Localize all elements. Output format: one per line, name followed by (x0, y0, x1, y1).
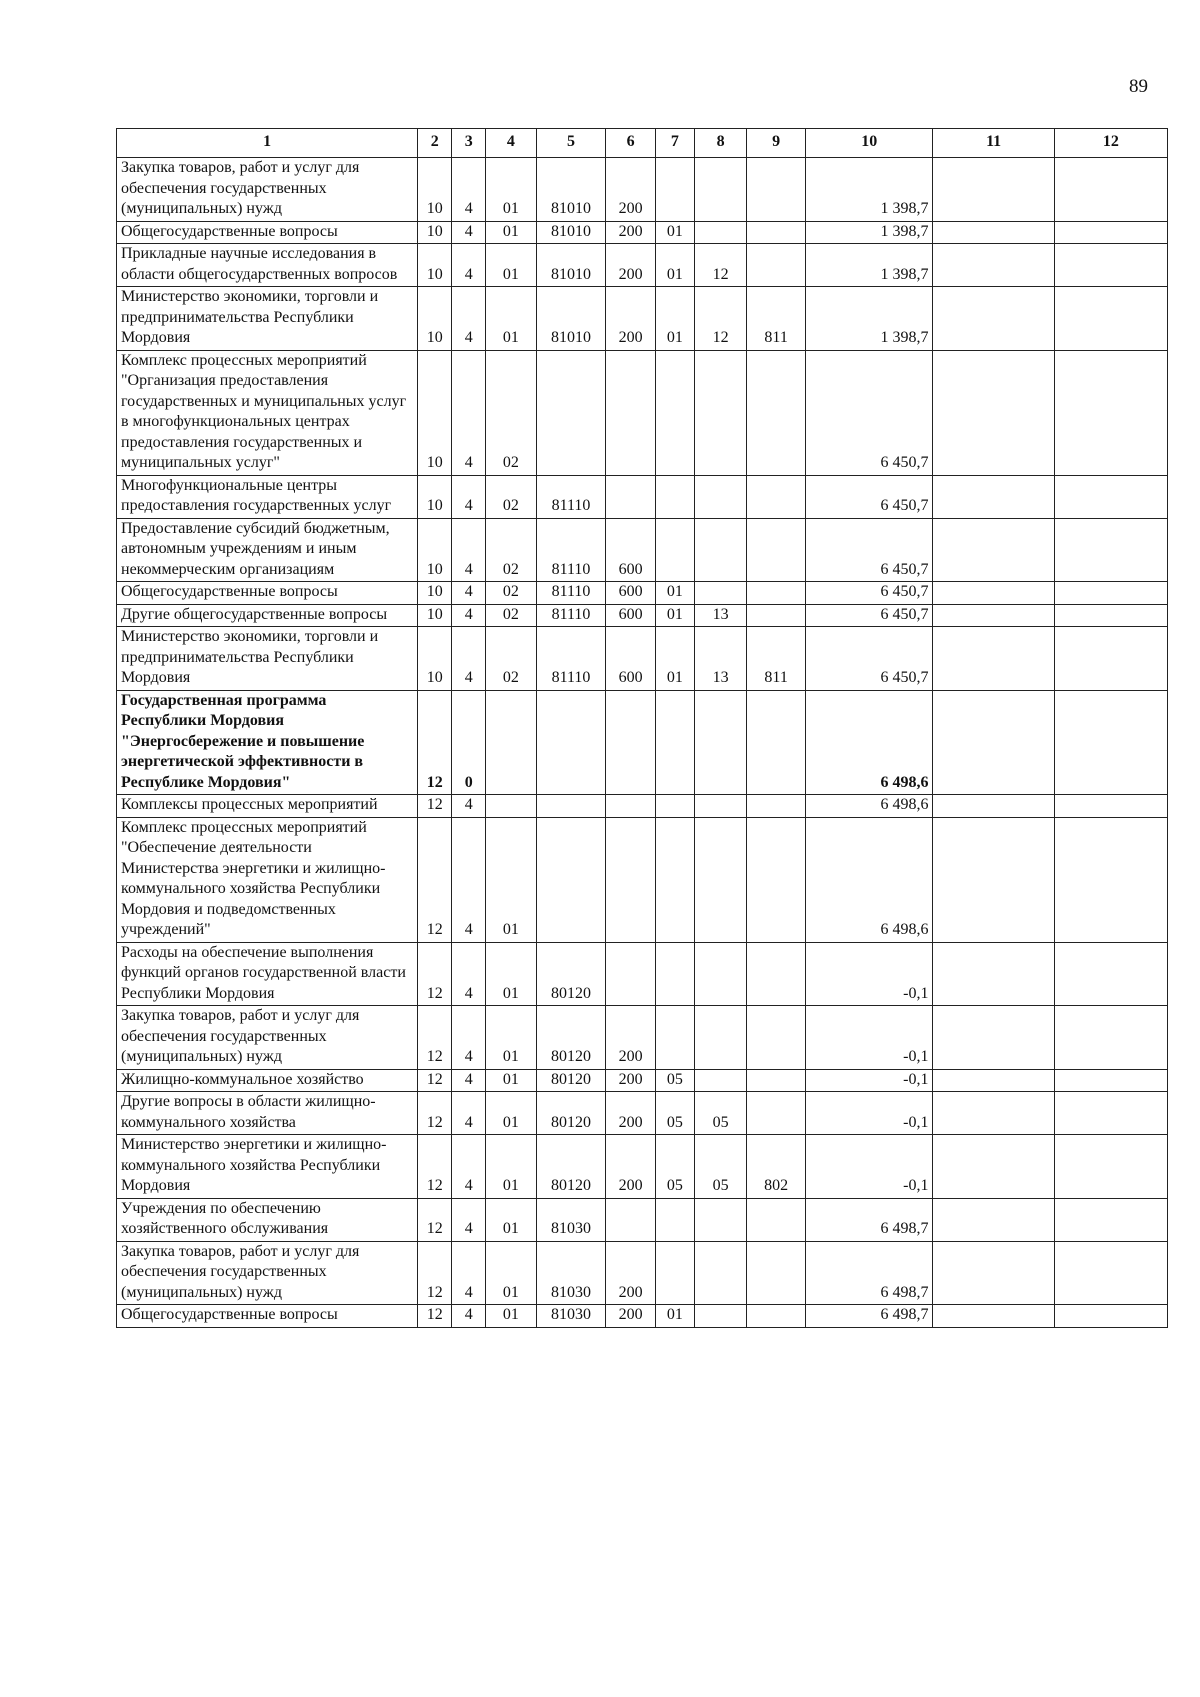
code-ministry-cell (747, 1198, 806, 1241)
amount-cell: 6 498,7 (805, 1198, 933, 1241)
amount-cell: -0,1 (805, 1092, 933, 1135)
code-subdivision-cell (694, 582, 746, 605)
code-ministry-cell (747, 518, 806, 582)
code-subdivision-cell (694, 475, 746, 518)
code-expense-type-cell: 200 (606, 158, 655, 222)
amount-cell: 6 450,7 (805, 350, 933, 475)
code-direction-cell: 81010 (536, 244, 606, 287)
row-name-cell: Министерство экономики, торговли и предпринимательства Республики Мордовия (117, 287, 418, 351)
amount-cell: 6 450,7 (805, 475, 933, 518)
code-group-cell (486, 795, 536, 818)
code-division-cell: 01 (655, 287, 694, 351)
code-expense-type-cell (606, 942, 655, 1006)
code-subsection-cell: 4 (452, 604, 486, 627)
code-group-cell: 02 (486, 604, 536, 627)
row-name-cell: Закупка товаров, работ и услуг для обеспечения государственных (муниципальных) нужд (117, 1241, 418, 1305)
code-subdivision-cell (694, 1006, 746, 1070)
code-expense-type-cell (606, 475, 655, 518)
code-division-cell: 05 (655, 1069, 694, 1092)
code-subsection-cell: 4 (452, 158, 486, 222)
code-subsection-cell: 4 (452, 795, 486, 818)
code-group-cell: 01 (486, 287, 536, 351)
amount-cell: 1 398,7 (805, 158, 933, 222)
col-12-cell (1054, 475, 1167, 518)
col-11-cell (933, 287, 1054, 351)
table-row (117, 518, 1168, 582)
code-section-cell: 10 (418, 604, 452, 627)
col-12-cell (1054, 817, 1167, 942)
col-12-cell (1054, 1198, 1167, 1241)
col-11-cell (933, 475, 1054, 518)
code-section-cell: 12 (418, 690, 452, 795)
code-direction-cell: 80120 (536, 1135, 606, 1199)
code-subdivision-cell (694, 690, 746, 795)
code-division-cell: 05 (655, 1135, 694, 1199)
amount-cell: -0,1 (805, 1135, 933, 1199)
col-11-cell (933, 158, 1054, 222)
code-group-cell: 01 (486, 942, 536, 1006)
code-section-cell: 10 (418, 350, 452, 475)
code-section-cell: 12 (418, 942, 452, 1006)
code-ministry-cell (747, 604, 806, 627)
row-name-cell: Жилищно-коммунальное хозяйство (117, 1069, 418, 1092)
code-ministry-cell (747, 1006, 806, 1070)
code-expense-type-cell (606, 817, 655, 942)
code-expense-type-cell: 200 (606, 1241, 655, 1305)
code-section-cell: 10 (418, 221, 452, 244)
code-ministry-cell (747, 690, 806, 795)
row-name-cell: Учреждения по обеспечению хозяйственного обслуживания (117, 1198, 418, 1241)
code-section-cell: 12 (418, 1092, 452, 1135)
code-section-cell: 12 (418, 1305, 452, 1328)
row-name-cell: Общегосударственные вопросы (117, 1305, 418, 1328)
code-expense-type-cell (606, 350, 655, 475)
code-subdivision-cell: 05 (694, 1135, 746, 1199)
code-division-cell (655, 518, 694, 582)
amount-cell: 6 498,7 (805, 1305, 933, 1328)
col-11-cell (933, 582, 1054, 605)
col-12-cell (1054, 1069, 1167, 1092)
row-name-cell: Предоставление субсидий бюджетным, автономным учреждениям и иным некоммерческим организациям (117, 518, 418, 582)
col-11-cell (933, 1135, 1054, 1199)
code-group-cell: 01 (486, 1305, 536, 1328)
code-section-cell: 12 (418, 795, 452, 818)
col-11-cell (933, 627, 1054, 691)
code-expense-type-cell: 200 (606, 1092, 655, 1135)
code-section-cell: 12 (418, 817, 452, 942)
code-direction-cell: 80120 (536, 1006, 606, 1070)
code-ministry-cell (747, 221, 806, 244)
table-row (117, 1305, 1168, 1328)
code-expense-type-cell: 200 (606, 287, 655, 351)
code-subsection-cell: 4 (452, 942, 486, 1006)
table-row (117, 1006, 1168, 1070)
col-11-cell (933, 604, 1054, 627)
code-division-cell (655, 158, 694, 222)
code-subsection-cell: 4 (452, 1198, 486, 1241)
code-subsection-cell: 4 (452, 518, 486, 582)
code-division-cell (655, 475, 694, 518)
code-ministry-cell (747, 1069, 806, 1092)
code-group-cell: 01 (486, 1198, 536, 1241)
header-col-11: 11 (933, 129, 1054, 158)
code-division-cell (655, 1241, 694, 1305)
code-subsection-cell: 0 (452, 690, 486, 795)
code-group-cell: 02 (486, 350, 536, 475)
table-row (117, 942, 1168, 1006)
col-12-cell (1054, 1305, 1167, 1328)
code-section-cell: 12 (418, 1069, 452, 1092)
header-col-9: 9 (747, 129, 806, 158)
code-expense-type-cell: 200 (606, 1135, 655, 1199)
code-section-cell: 12 (418, 1241, 452, 1305)
code-group-cell: 01 (486, 1092, 536, 1135)
code-expense-type-cell (606, 1198, 655, 1241)
table-body (117, 158, 1168, 1328)
row-name-cell: Закупка товаров, работ и услуг для обеспечения государственных (муниципальных) нужд (117, 158, 418, 222)
code-group-cell: 01 (486, 1135, 536, 1199)
table-row (117, 1135, 1168, 1199)
code-subsection-cell: 4 (452, 287, 486, 351)
code-division-cell (655, 350, 694, 475)
code-ministry-cell (747, 1305, 806, 1328)
table-row (117, 690, 1168, 795)
code-ministry-cell: 811 (747, 627, 806, 691)
code-section-cell: 10 (418, 287, 452, 351)
col-12-cell (1054, 582, 1167, 605)
row-name-cell: Министерство экономики, торговли и предпринимательства Республики Мордовия (117, 627, 418, 691)
table-row (117, 1241, 1168, 1305)
amount-cell: -0,1 (805, 1006, 933, 1070)
row-name-cell: Министерство энергетики и жилищно-коммунального хозяйства Республики Мордовия (117, 1135, 418, 1199)
code-subdivision-cell: 13 (694, 604, 746, 627)
code-subsection-cell: 4 (452, 350, 486, 475)
code-subdivision-cell (694, 221, 746, 244)
row-name-cell: Общегосударственные вопросы (117, 582, 418, 605)
code-expense-type-cell: 600 (606, 582, 655, 605)
row-name-cell: Расходы на обеспечение выполнения функций органов государственной власти Республики Мордовия (117, 942, 418, 1006)
code-section-cell: 10 (418, 244, 452, 287)
amount-cell: 6 450,7 (805, 582, 933, 605)
code-direction-cell: 80120 (536, 942, 606, 1006)
table-row (117, 287, 1168, 351)
code-division-cell: 05 (655, 1092, 694, 1135)
row-name-cell: Государственная программа Республики Мордовия "Энергосбережение и повышение энергетической эффективности в Республике Мордовия" (117, 690, 418, 795)
code-subsection-cell: 4 (452, 1305, 486, 1328)
code-direction-cell (536, 795, 606, 818)
code-direction-cell: 81030 (536, 1198, 606, 1241)
table-row (117, 475, 1168, 518)
code-subdivision-cell: 12 (694, 287, 746, 351)
code-group-cell: 01 (486, 244, 536, 287)
row-name-cell: Комплекс процессных мероприятий "Обеспечение деятельности Министерства энергетики и жилищно-коммунального хозяйства Республики Мордовия и подведомственных учреждений" (117, 817, 418, 942)
code-section-cell: 10 (418, 582, 452, 605)
code-direction-cell: 81010 (536, 158, 606, 222)
table-row (117, 158, 1168, 222)
code-subdivision-cell (694, 518, 746, 582)
code-division-cell: 01 (655, 221, 694, 244)
col-12-cell (1054, 1092, 1167, 1135)
amount-cell: 1 398,7 (805, 221, 933, 244)
code-division-cell (655, 690, 694, 795)
code-subdivision-cell (694, 942, 746, 1006)
col-12-cell (1054, 350, 1167, 475)
col-12-cell (1054, 627, 1167, 691)
row-name-cell: Общегосударственные вопросы (117, 221, 418, 244)
header-col-10: 10 (805, 129, 933, 158)
col-12-cell (1054, 158, 1167, 222)
col-11-cell (933, 350, 1054, 475)
header-col-5: 5 (536, 129, 606, 158)
col-11-cell (933, 221, 1054, 244)
code-ministry-cell (747, 795, 806, 818)
code-division-cell: 01 (655, 582, 694, 605)
code-direction-cell: 81110 (536, 518, 606, 582)
col-11-cell (933, 1092, 1054, 1135)
code-ministry-cell (747, 817, 806, 942)
code-section-cell: 10 (418, 627, 452, 691)
code-direction-cell: 81030 (536, 1241, 606, 1305)
code-division-cell: 01 (655, 244, 694, 287)
code-ministry-cell (747, 350, 806, 475)
table-row (117, 244, 1168, 287)
code-section-cell: 12 (418, 1198, 452, 1241)
col-12-cell (1054, 795, 1167, 818)
code-subsection-cell: 4 (452, 1069, 486, 1092)
budget-table (116, 128, 1168, 1328)
amount-cell: 6 450,7 (805, 627, 933, 691)
code-expense-type-cell: 200 (606, 1069, 655, 1092)
col-11-cell (933, 518, 1054, 582)
amount-cell: 6 450,7 (805, 604, 933, 627)
code-subdivision-cell (694, 1069, 746, 1092)
code-subsection-cell: 4 (452, 817, 486, 942)
col-12-cell (1054, 287, 1167, 351)
code-section-cell: 10 (418, 475, 452, 518)
row-name-cell: Прикладные научные исследования в области общегосударственных вопросов (117, 244, 418, 287)
code-subdivision-cell: 12 (694, 244, 746, 287)
col-12-cell (1054, 690, 1167, 795)
row-name-cell: Закупка товаров, работ и услуг для обеспечения государственных (муниципальных) нужд (117, 1006, 418, 1070)
code-direction-cell: 81010 (536, 287, 606, 351)
code-ministry-cell (747, 942, 806, 1006)
col-12-cell (1054, 221, 1167, 244)
code-expense-type-cell: 200 (606, 221, 655, 244)
code-group-cell: 02 (486, 582, 536, 605)
code-subsection-cell: 4 (452, 1006, 486, 1070)
amount-cell: 6 498,6 (805, 690, 933, 795)
code-subdivision-cell (694, 158, 746, 222)
code-direction-cell: 81110 (536, 475, 606, 518)
row-name-cell: Комплекс процессных мероприятий "Организация предоставления государственных и муниципальных услуг в многофункциональных центрах предоставления государственных и муниципальных услуг" (117, 350, 418, 475)
code-group-cell (486, 690, 536, 795)
code-direction-cell: 81030 (536, 1305, 606, 1328)
code-subdivision-cell (694, 350, 746, 475)
code-subdivision-cell (694, 817, 746, 942)
amount-cell: 1 398,7 (805, 244, 933, 287)
col-12-cell (1054, 518, 1167, 582)
col-11-cell (933, 795, 1054, 818)
code-division-cell (655, 817, 694, 942)
code-group-cell: 01 (486, 1006, 536, 1070)
table-row (117, 350, 1168, 475)
code-subsection-cell: 4 (452, 1092, 486, 1135)
col-12-cell (1054, 604, 1167, 627)
code-subsection-cell: 4 (452, 627, 486, 691)
row-name-cell: Комплексы процессных мероприятий (117, 795, 418, 818)
col-11-cell (933, 942, 1054, 1006)
code-group-cell: 01 (486, 1069, 536, 1092)
code-section-cell: 10 (418, 518, 452, 582)
code-subsection-cell: 4 (452, 221, 486, 244)
code-division-cell (655, 942, 694, 1006)
code-ministry-cell: 811 (747, 287, 806, 351)
code-expense-type-cell (606, 690, 655, 795)
code-group-cell: 02 (486, 475, 536, 518)
code-division-cell (655, 795, 694, 818)
amount-cell: 1 398,7 (805, 287, 933, 351)
code-group-cell: 01 (486, 817, 536, 942)
row-name-cell: Другие общегосударственные вопросы (117, 604, 418, 627)
code-ministry-cell (747, 1241, 806, 1305)
code-subsection-cell: 4 (452, 1135, 486, 1199)
code-expense-type-cell (606, 795, 655, 818)
table-row (117, 1198, 1168, 1241)
code-ministry-cell: 802 (747, 1135, 806, 1199)
code-subdivision-cell (694, 1241, 746, 1305)
code-group-cell: 01 (486, 158, 536, 222)
code-ministry-cell (747, 244, 806, 287)
header-col-12: 12 (1054, 129, 1167, 158)
header-col-8: 8 (694, 129, 746, 158)
code-direction-cell: 80120 (536, 1069, 606, 1092)
code-direction-cell (536, 350, 606, 475)
code-subsection-cell: 4 (452, 244, 486, 287)
header-col-2: 2 (418, 129, 452, 158)
col-11-cell (933, 817, 1054, 942)
code-direction-cell: 81110 (536, 582, 606, 605)
code-expense-type-cell: 200 (606, 1006, 655, 1070)
table-row (117, 1069, 1168, 1092)
col-11-cell (933, 1198, 1054, 1241)
header-col-4: 4 (486, 129, 536, 158)
col-11-cell (933, 1241, 1054, 1305)
page-number: 89 (1129, 76, 1148, 97)
code-direction-cell: 81110 (536, 627, 606, 691)
amount-cell: -0,1 (805, 942, 933, 1006)
code-direction-cell (536, 690, 606, 795)
code-division-cell (655, 1198, 694, 1241)
code-expense-type-cell: 600 (606, 604, 655, 627)
amount-cell: 6 498,7 (805, 1241, 933, 1305)
row-name-cell: Многофункциональные центры предоставления государственных услуг (117, 475, 418, 518)
col-12-cell (1054, 1241, 1167, 1305)
code-section-cell: 12 (418, 1135, 452, 1199)
code-subsection-cell: 4 (452, 582, 486, 605)
table-row (117, 582, 1168, 605)
col-12-cell (1054, 942, 1167, 1006)
code-subsection-cell: 4 (452, 1241, 486, 1305)
col-12-cell (1054, 1006, 1167, 1070)
code-direction-cell: 81110 (536, 604, 606, 627)
code-subdivision-cell (694, 795, 746, 818)
code-division-cell: 01 (655, 627, 694, 691)
row-name-cell: Другие вопросы в области жилищно-коммунального хозяйства (117, 1092, 418, 1135)
amount-cell: -0,1 (805, 1069, 933, 1092)
code-expense-type-cell: 600 (606, 518, 655, 582)
table-row (117, 627, 1168, 691)
amount-cell: 6 498,6 (805, 817, 933, 942)
code-subsection-cell: 4 (452, 475, 486, 518)
col-11-cell (933, 244, 1054, 287)
code-subdivision-cell (694, 1198, 746, 1241)
code-section-cell: 10 (418, 158, 452, 222)
col-12-cell (1054, 1135, 1167, 1199)
code-expense-type-cell: 600 (606, 627, 655, 691)
code-division-cell: 01 (655, 1305, 694, 1328)
col-12-cell (1054, 244, 1167, 287)
header-col-3: 3 (452, 129, 486, 158)
table-row (117, 1092, 1168, 1135)
col-11-cell (933, 1305, 1054, 1328)
amount-cell: 6 498,6 (805, 795, 933, 818)
code-division-cell (655, 1006, 694, 1070)
code-division-cell: 01 (655, 604, 694, 627)
code-ministry-cell (747, 158, 806, 222)
header-col-6: 6 (606, 129, 655, 158)
table-row (117, 604, 1168, 627)
table-row (117, 221, 1168, 244)
code-expense-type-cell: 200 (606, 1305, 655, 1328)
code-group-cell: 01 (486, 221, 536, 244)
code-group-cell: 01 (486, 1241, 536, 1305)
table-row (117, 795, 1168, 818)
table-header-row (117, 129, 1168, 158)
code-direction-cell (536, 817, 606, 942)
table-row (117, 817, 1168, 942)
code-subdivision-cell: 05 (694, 1092, 746, 1135)
code-direction-cell: 81010 (536, 221, 606, 244)
col-11-cell (933, 1006, 1054, 1070)
code-direction-cell: 80120 (536, 1092, 606, 1135)
code-group-cell: 02 (486, 627, 536, 691)
code-subdivision-cell: 13 (694, 627, 746, 691)
col-11-cell (933, 1069, 1054, 1092)
header-col-1: 1 (117, 129, 418, 158)
col-11-cell (933, 690, 1054, 795)
code-ministry-cell (747, 582, 806, 605)
code-subdivision-cell (694, 1305, 746, 1328)
code-section-cell: 12 (418, 1006, 452, 1070)
amount-cell: 6 450,7 (805, 518, 933, 582)
code-group-cell: 02 (486, 518, 536, 582)
code-ministry-cell (747, 475, 806, 518)
header-col-7: 7 (655, 129, 694, 158)
code-expense-type-cell: 200 (606, 244, 655, 287)
code-ministry-cell (747, 1092, 806, 1135)
